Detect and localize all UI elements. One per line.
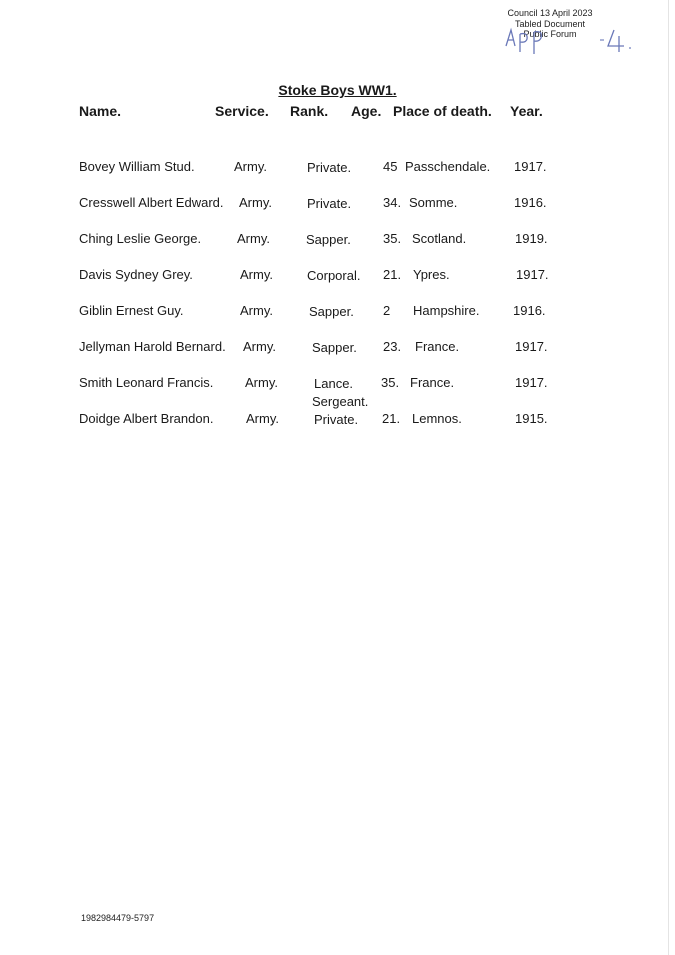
cell-service: Army. (239, 195, 272, 210)
cell-rank: Sapper. (309, 304, 354, 319)
header-name: Name. (79, 103, 122, 119)
cell-age: 23. (383, 339, 402, 354)
stamp-line-tabled: Tabled Document (514, 18, 586, 29)
cell-rank: Private. (307, 160, 352, 175)
table-row (0, 267, 675, 287)
header-place: Place of death. (393, 103, 492, 119)
header-service: Service. (215, 103, 269, 119)
cell-place: Ypres. (413, 267, 450, 282)
table-row (0, 375, 675, 409)
cell-rank: Corporal. (307, 268, 361, 283)
cell-year: 1916. (513, 303, 546, 318)
cell-place: Lemnos. (412, 411, 462, 426)
cell-year: 1916. (514, 195, 547, 210)
cell-year: 1917. (515, 339, 548, 354)
document-id: 1982984479-5797 (81, 913, 155, 923)
cell-rank: Sapper. (312, 340, 357, 355)
cell-year: 1917. (514, 159, 547, 174)
cell-rank: Lance. (314, 376, 354, 391)
cell-name: Davis Sydney Grey. (79, 267, 193, 282)
cell-name: Smith Leonard Francis. (79, 375, 214, 390)
cell-name: Jellyman Harold Bernard. (79, 339, 226, 354)
header-rank: Rank. (290, 103, 329, 119)
cell-age: 34. (383, 195, 402, 210)
cell-year: 1919. (515, 231, 548, 246)
cell-service: Army. (240, 267, 273, 282)
cell-age: 35. (383, 231, 402, 246)
cell-service: Army. (246, 411, 279, 426)
cell-service: Army. (240, 303, 273, 318)
cell-age: 45 (383, 159, 398, 174)
cell-rank: Private. (314, 412, 359, 427)
cell-age: 21. (383, 267, 402, 282)
cell-place: France. (410, 375, 455, 390)
cell-service: Army. (243, 339, 276, 354)
table-row (0, 411, 675, 431)
cell-rank: Sapper. (306, 232, 351, 247)
cell-year: 1917. (516, 267, 549, 282)
cell-age: 35. (381, 375, 400, 390)
cell-service: Army. (245, 375, 278, 390)
cell-age: 21. (382, 411, 401, 426)
cell-place: Passchendale. (405, 159, 491, 174)
table-row (0, 159, 675, 179)
cell-place: Scotland. (412, 231, 467, 246)
stamp-line-council: Council 13 April 2023 (507, 8, 593, 18)
header-year: Year. (510, 103, 543, 119)
cell-age: 2 (383, 303, 391, 318)
cell-service: Army. (237, 231, 270, 246)
table-row (0, 339, 675, 359)
table-row (0, 231, 675, 251)
cell-place: France. (415, 339, 460, 354)
cell-place: Hampshire. (413, 303, 480, 318)
stamp-line-forum: Public Forum (523, 29, 577, 39)
cell-rank-continued: Sergeant. (312, 394, 369, 409)
cell-place: Somme. (409, 195, 458, 210)
tabled-document-stamp (490, 8, 610, 40)
cell-name: Ching Leslie George. (79, 231, 202, 246)
cell-name: Doidge Albert Brandon. (79, 411, 214, 426)
cell-year: 1917. (515, 375, 548, 390)
cell-rank: Private. (307, 196, 352, 211)
page-edge (668, 0, 669, 955)
cell-service: Army. (234, 159, 267, 174)
table-row (0, 195, 675, 215)
cell-name: Cresswell Albert Edward. (79, 195, 224, 210)
cell-name: Bovey William Stud. (79, 159, 195, 174)
table-row (0, 303, 675, 323)
cell-year: 1915. (515, 411, 548, 426)
header-age: Age. (351, 103, 382, 119)
cell-name: Giblin Ernest Guy. (79, 303, 184, 318)
document-title: Stoke Boys WW1. (278, 82, 397, 98)
